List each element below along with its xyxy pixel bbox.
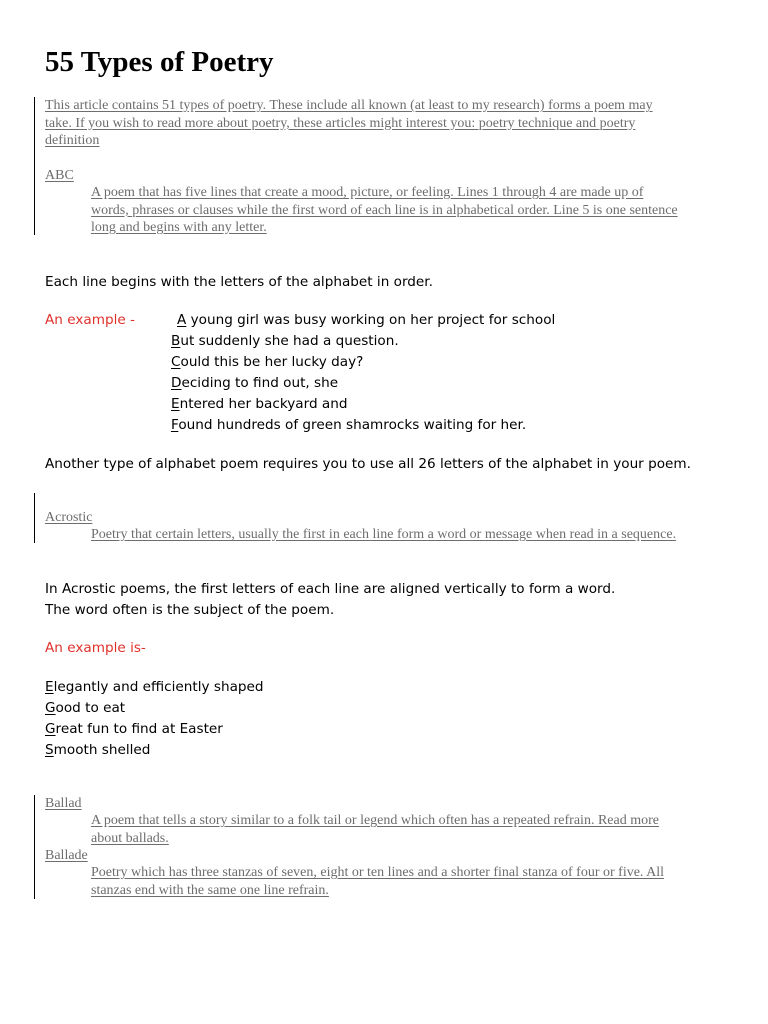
- acrostic-note: [45, 579, 615, 621]
- poem-line-text: ood to eat: [55, 700, 126, 716]
- poem-initial: D: [171, 375, 182, 391]
- revision-bar: [34, 97, 35, 235]
- acrostic-definition-line[interactable]: Poetry that certain letters, usually the first in each line form a word or message when read in a sequence.: [91, 527, 677, 542]
- poem-initial: G: [45, 700, 56, 716]
- poem-initial: E: [171, 396, 180, 412]
- poem-initial: E: [45, 679, 54, 695]
- intro-link-paragraph[interactable]: [45, 97, 653, 150]
- poem-line: [171, 394, 555, 415]
- poem-line-text: reat fun to find at Easter: [55, 721, 223, 737]
- poem-line: [171, 373, 555, 394]
- poem-line: [171, 310, 555, 331]
- intro-line[interactable]: This article contains 51 types of poetry. These include all known (at least to my research) forms a poem may: [45, 98, 653, 113]
- intro-line[interactable]: take. If you wish to read more about poetry, these articles might interest you: poetry technique and poetry: [45, 115, 636, 131]
- revision-bar: [34, 493, 35, 543]
- abc-term-link[interactable]: ABC: [45, 168, 74, 183]
- poem-line: [171, 415, 555, 436]
- acrostic-definition[interactable]: [91, 526, 676, 544]
- abc-definition-line[interactable]: long and begins with any letter.: [91, 220, 267, 235]
- ballade-definition[interactable]: [91, 864, 664, 899]
- ballade-definition-line[interactable]: stanzas end with the same one line refrain.: [91, 882, 329, 898]
- poem-line-text: ntered her backyard and: [179, 396, 348, 412]
- poem-line: [45, 698, 264, 719]
- acrostic-term-link[interactable]: Acrostic: [45, 510, 93, 525]
- abc-definition[interactable]: [91, 184, 678, 237]
- poem-line-text: ound hundreds of green shamrocks waiting for her.: [178, 417, 527, 433]
- abc-example-poem: [171, 310, 555, 436]
- poem-line-text: mooth shelled: [53, 742, 151, 758]
- acrostic-example-poem: [45, 677, 264, 761]
- poem-line-text: legantly and efficiently shaped: [53, 679, 264, 695]
- poem-line: [171, 331, 555, 352]
- intro-line[interactable]: definition: [45, 133, 100, 148]
- abc-definition-line[interactable]: A poem that has five lines that create a mood, picture, or feeling. Lines 1 through 4 are made up of: [91, 185, 644, 200]
- ballad-term-link[interactable]: Ballad: [45, 796, 82, 811]
- poem-line: [45, 740, 264, 761]
- poem-line: [45, 719, 264, 740]
- poem-initial: F: [171, 417, 179, 433]
- poem-line-text: eciding to find out, she: [181, 375, 339, 391]
- abc-note: Each line begins with the letters of the alphabet in order.: [45, 274, 433, 290]
- ballad-definition-line[interactable]: A poem that tells a story similar to a folk tail or legend which often has a repeated refrain. Read more: [91, 813, 659, 828]
- poem-initial: S: [45, 742, 54, 758]
- abc-another-note: Another type of alphabet poem requires you to use all 26 letters of the alphabet in your poem.: [45, 456, 691, 472]
- page-title: 55 Types of Poetry: [45, 46, 274, 78]
- poem-line-text: young girl was busy working on her project for school: [186, 312, 556, 328]
- acrostic-note-line: The word often is the subject of the poem.: [45, 602, 335, 618]
- ballade-term-link[interactable]: Ballade: [45, 848, 88, 863]
- ballad-definition-line[interactable]: about ballads.: [91, 830, 169, 846]
- poem-line: [171, 352, 555, 373]
- revision-bar: [34, 795, 35, 899]
- abc-example-label: An example -: [45, 312, 135, 328]
- acrostic-example-label: An example is-: [45, 640, 146, 656]
- poem-line-text: ut suddenly she had a question.: [180, 333, 399, 349]
- poem-initial: A: [177, 312, 187, 328]
- acrostic-note-line: In Acrostic poems, the first letters of each line are aligned vertically to form a word.: [45, 581, 616, 597]
- ballad-definition[interactable]: [91, 812, 659, 847]
- ballade-definition-line[interactable]: Poetry which has three stanzas of seven, eight or ten lines and a shorter final stanza of four or five. All: [91, 865, 665, 880]
- poem-line: [45, 677, 264, 698]
- poem-initial: G: [45, 721, 56, 737]
- poem-initial: B: [171, 333, 181, 349]
- poem-initial: C: [171, 354, 181, 370]
- poem-line-text: ould this be her lucky day?: [180, 354, 364, 370]
- abc-definition-line[interactable]: words, phrases or clauses while the first word of each line is in alphabetical order. Line 5 is one sentence: [91, 202, 678, 218]
